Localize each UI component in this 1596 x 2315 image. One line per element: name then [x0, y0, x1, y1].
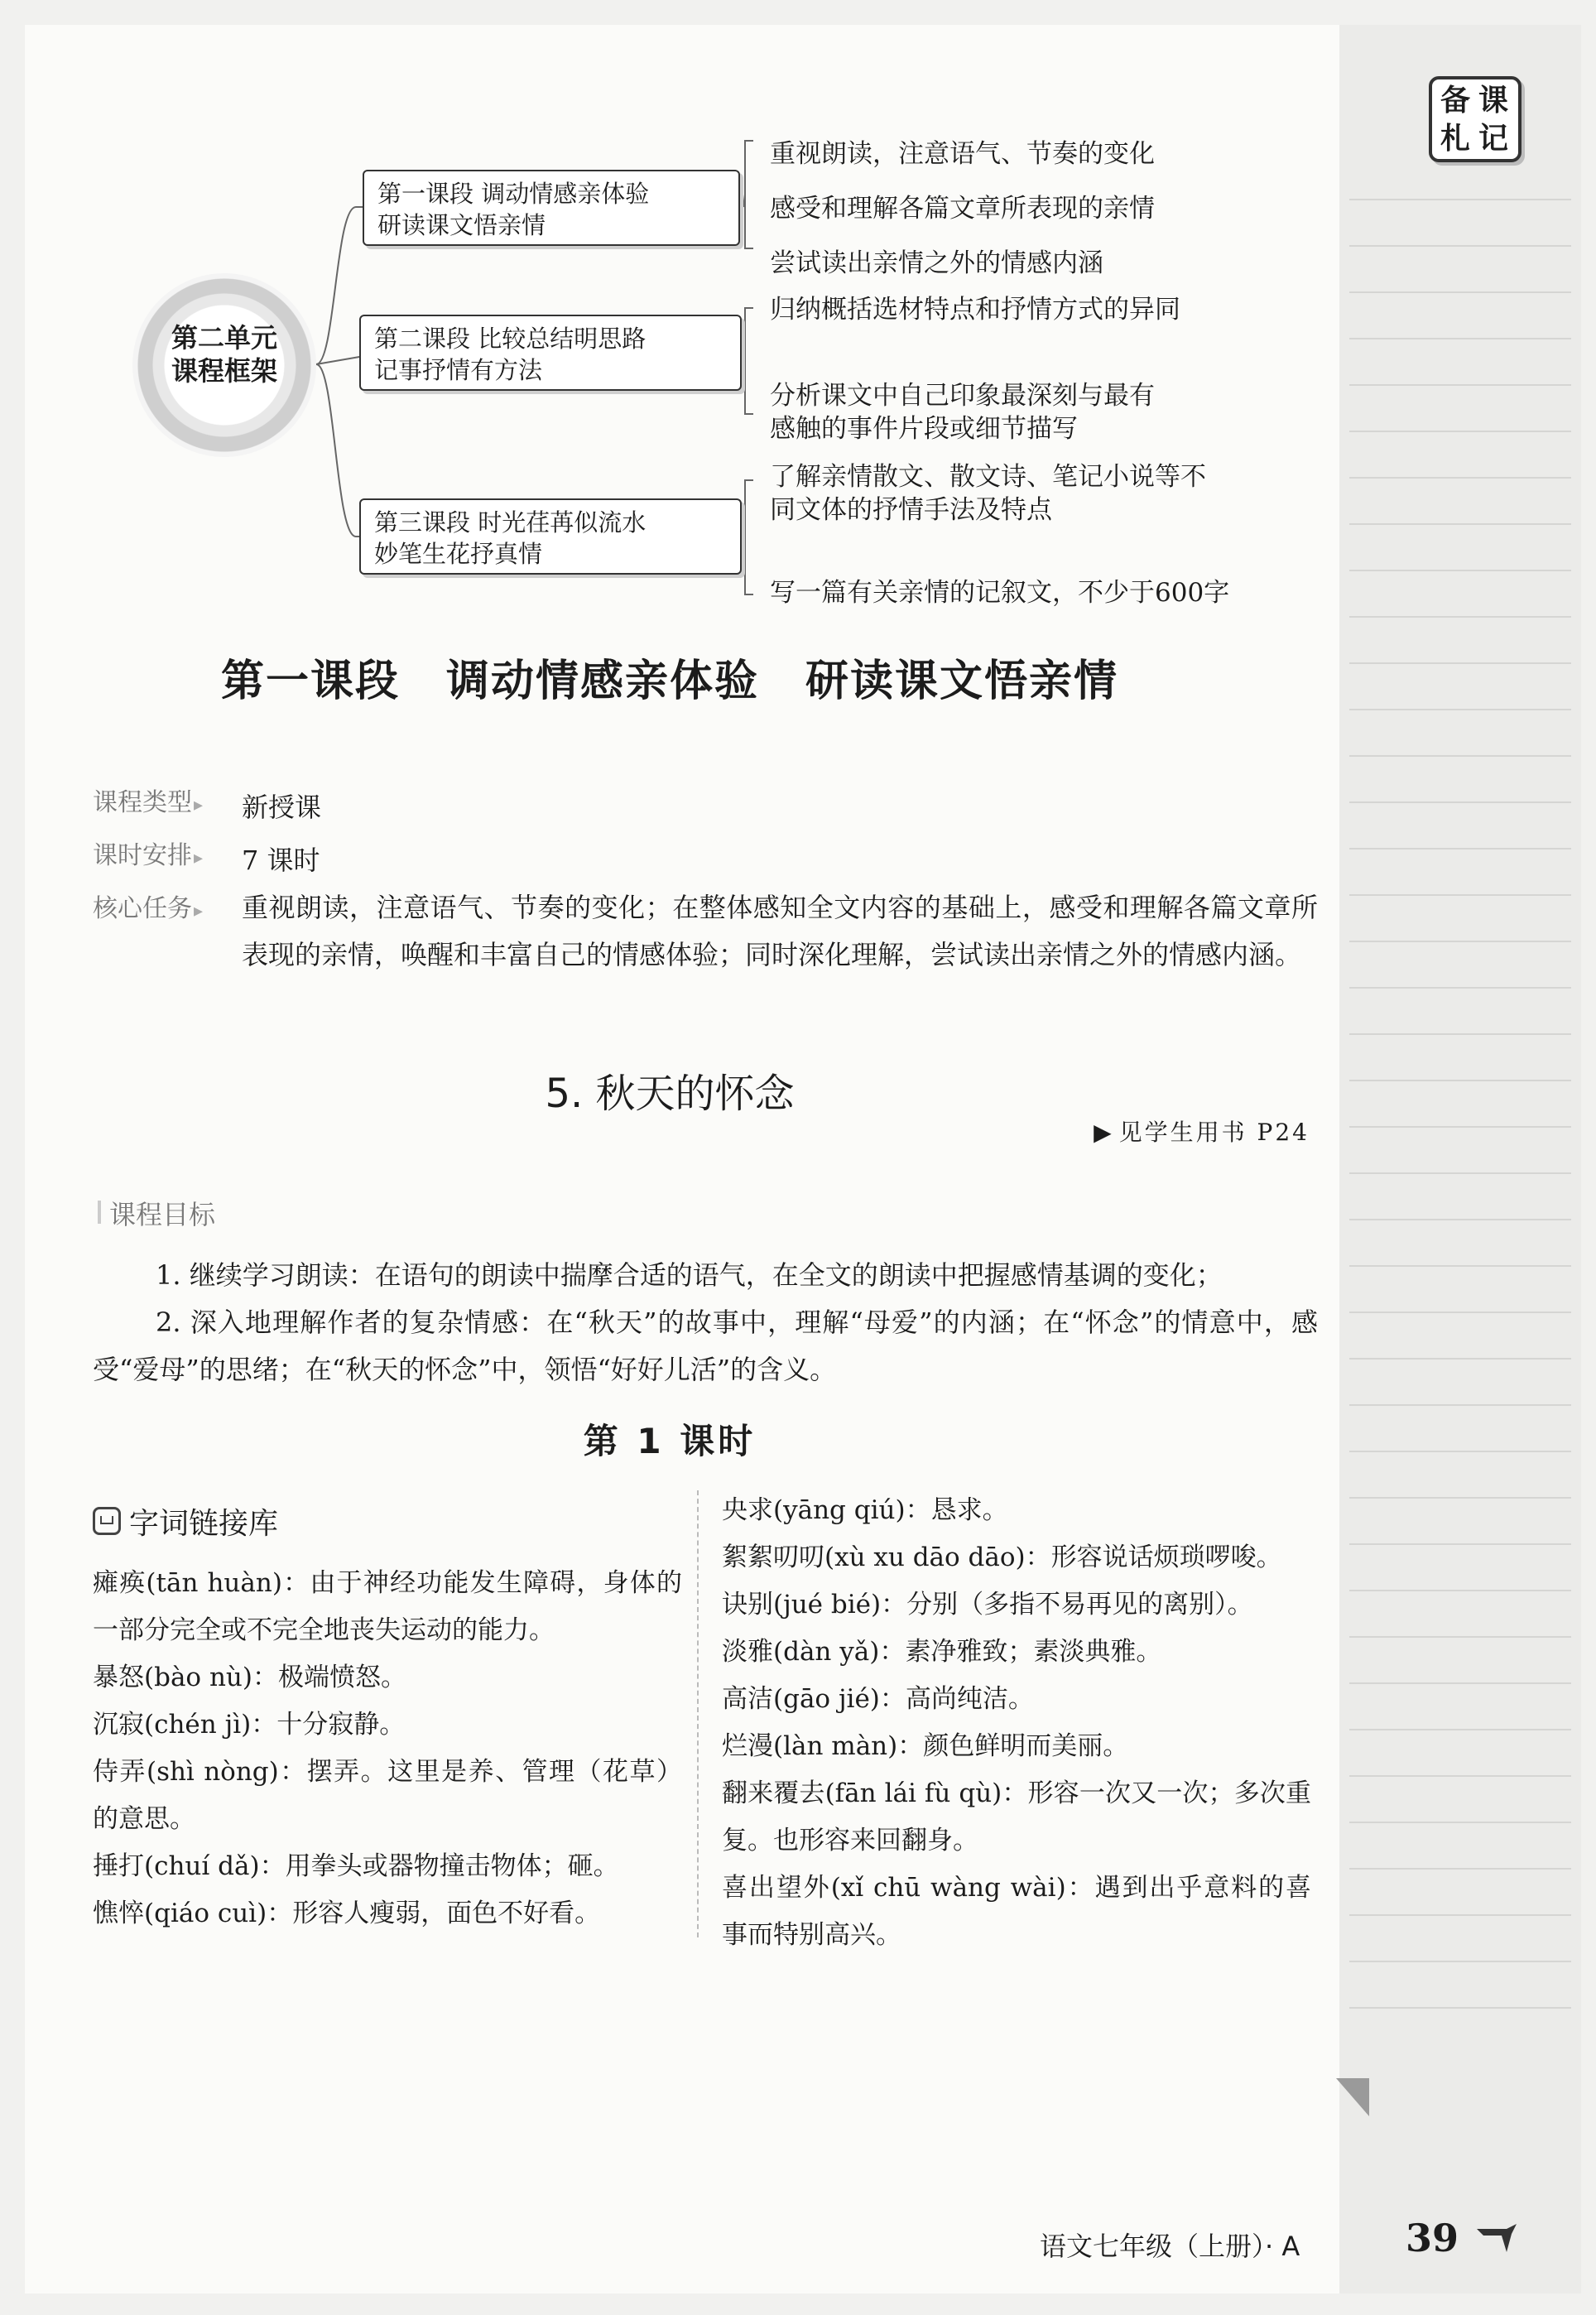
margin-rule-line [1349, 477, 1571, 479]
margin-rule-line [1349, 199, 1571, 200]
margin-rule-line [1349, 523, 1571, 525]
course-hours-value: 7 课时 [242, 845, 320, 876]
stage-goal: 尝试读出亲情之外的情感内涵 [770, 248, 1103, 278]
margin-rule-line [1349, 1358, 1571, 1360]
margin-rule-line [1349, 1126, 1571, 1128]
course-type-label: 课程类型 ▸ [93, 782, 203, 818]
margin-rule-line [1349, 1080, 1571, 1081]
core-task-label: 核心任务 ▸ [93, 888, 203, 924]
period-title: 第 1 课时 [583, 1421, 757, 1461]
vocab-book-icon [93, 1507, 121, 1535]
margin-rule-line [1349, 1451, 1571, 1452]
margin-rule-line [1349, 1961, 1571, 1962]
margin-rule-line [1349, 1682, 1571, 1684]
margin-rule-line [1349, 1033, 1571, 1035]
section-title-part: 调动情感亲体验 [445, 657, 759, 706]
margin-rule-line [1349, 1404, 1571, 1406]
course-hours-label: 课时安排 ▸ [93, 835, 203, 871]
badge-char: 札 [1440, 122, 1471, 156]
margin-rule-line [1349, 894, 1571, 896]
course-type-value: 新授课 [242, 792, 322, 823]
course-goals-heading: 课程目标 [109, 1194, 215, 1232]
unit-framework-label [132, 321, 316, 387]
badge-char: 课 [1478, 84, 1509, 118]
margin-rule-line [1349, 245, 1571, 247]
vocab-entry: 翻来覆去(fān lái fù qù)：形容一次又一次；多次重复。也形容来回翻身。 [722, 1778, 1311, 1855]
vocab-left-column [93, 1560, 682, 1937]
vocab-entry: 侍弄(shì nòng)：摆弄。这里是养、管理（花草）的意思。 [93, 1757, 682, 1834]
vocab-entry: 喜出望外(xǐ chū wàng wài)：遇到出乎意料的喜事而特别高兴。 [722, 1873, 1311, 1950]
column-divider [697, 1490, 699, 1937]
stage-goal: 了解亲情散文、散文诗、笔记小说等不 同文体的抒情手法及特点 [770, 462, 1206, 525]
stage-box-2: 第二课段 比较总结明思路 记事抒情有方法 [359, 315, 742, 391]
stage-box-1: 第一课段 调动情感亲体验 研读课文悟亲情 [363, 170, 740, 246]
margin-rule-line [1349, 1590, 1571, 1591]
page-corner-mark [1336, 2078, 1369, 2116]
stage-goal: 写一篇有关亲情的记叙文，不少于600字 [770, 578, 1230, 608]
vocab-heading-text: 字词链接库 [129, 1507, 279, 1541]
margin-rule-line [1349, 1219, 1571, 1220]
margin-rule-line [1349, 291, 1571, 293]
unit-framework-circle [132, 273, 316, 457]
margin-rule-line [1349, 662, 1571, 664]
margin-rule-line [1349, 1312, 1571, 1313]
vocab-entry: 淡雅(dàn yǎ)：素净雅致；素淡典雅。 [722, 1637, 1162, 1667]
notes-margin [1339, 25, 1581, 2293]
vocab-entry: 诀别(jué bié)：分别（多指不易再见的离别）。 [722, 1590, 1253, 1620]
vocab-entry: 瘫痪(tān huàn)：由于神经功能发生障碍，身体的一部分完全或不完全地丧失运动的能力。 [93, 1568, 682, 1645]
vocab-entry: 絮絮叨叨(xù xu dāo dāo)：形容说话烦琐啰唆。 [722, 1543, 1282, 1572]
lesson-title: 5. 秋天的怀念 [545, 1071, 795, 1117]
section-title-part: 第一课段 [220, 657, 400, 706]
core-task-text: 重视朗读，注意语气、节奏的变化；在整体感知全文内容的基础上，感受和理解各篇文章所表现的亲情，唤醒和丰富自己的情感体验；同时深化理解，尝试读出亲情之外的情感内涵。 [242, 892, 1318, 970]
vocab-entry: 捶打(chuí dǎ)：用拳头或器物撞击物体；砸。 [93, 1851, 619, 1881]
stage-goal: 感受和理解各篇文章所表现的亲情 [770, 194, 1155, 224]
unit-label-line: 课程框架 [171, 355, 277, 387]
stage-goal: 归纳概括选材特点和抒情方式的异同 [770, 295, 1180, 325]
vocab-entry: 烂漫(làn màn)：颜色鲜明而美丽。 [722, 1731, 1129, 1761]
margin-rule-line [1349, 570, 1571, 571]
badge-char: 记 [1478, 122, 1509, 156]
section-title [0, 646, 1339, 708]
notes-badge [1429, 76, 1521, 162]
vocab-entry: 憔悴(qiáo cuì)：形容人瘦弱，面色不好看。 [93, 1899, 601, 1928]
vocab-entry: 沉寂(chén jì)：十分寂静。 [93, 1710, 406, 1740]
margin-rule-line [1349, 338, 1571, 339]
stage-box-3: 第三课段 时光荏苒似流水 妙笔生花抒真情 [359, 498, 742, 575]
margin-rule-line [1349, 1914, 1571, 1916]
footer-arrow-icon [1473, 2222, 1523, 2255]
margin-rule-line [1349, 1868, 1571, 1870]
stage-goal: 分析课文中自己印象最深刻与最有 感触的事件片段或细节描写 [770, 381, 1155, 444]
margin-rule-line [1349, 2007, 1571, 2009]
stage-goal: 重视朗读，注意语气、节奏的变化 [770, 139, 1155, 169]
vocab-right-column [722, 1487, 1311, 1959]
vocab-entry: 央求(yāng qiú)：恳求。 [722, 1495, 1008, 1525]
margin-rule-line [1349, 1265, 1571, 1267]
vocab-entry: 高洁(gāo jié)：高尚纯洁。 [722, 1684, 1034, 1714]
margin-rule-line [1349, 616, 1571, 618]
course-goal-item: 1. 继续学习朗读：在语句的朗读中揣摩合适的语气，在全文的朗读中把握感情基调的变化； [156, 1259, 1223, 1291]
margin-rule-line [1349, 709, 1571, 710]
margin-rule-line [1349, 801, 1571, 803]
margin-rule-line [1349, 987, 1571, 989]
section-title-part: 研读课文悟亲情 [805, 657, 1119, 706]
margin-rule-line [1349, 1172, 1571, 1174]
margin-rule-line [1349, 755, 1571, 757]
margin-rule-line [1349, 1497, 1571, 1499]
unit-label-line: 第二单元 [171, 322, 277, 354]
book-title-footer: 语文七年级（上册）· A [1040, 2231, 1300, 2262]
margin-rule-line [1349, 1822, 1571, 1823]
margin-rule-line [1349, 941, 1571, 942]
margin-rule-line [1349, 384, 1571, 386]
student-book-reference: ▶ 见学生用书 P24 [1094, 1114, 1310, 1148]
course-goal-item: 2. 深入地理解作者的复杂情感：在“秋天”的故事中，理解“母爱”的内涵；在“怀念”的情意中，感受“爱母”的思绪；在“秋天的怀念”中，领悟“好好儿活”的含义。 [93, 1307, 1318, 1385]
margin-rule-line [1349, 1543, 1571, 1545]
margin-rule-line [1349, 1636, 1571, 1638]
page-number: 39 [1406, 2216, 1459, 2260]
margin-rule-line [1349, 431, 1571, 432]
vocab-heading [93, 1500, 278, 1543]
margin-rule-line [1349, 1775, 1571, 1777]
vocab-entry: 暴怒(bào nù)：极端愤怒。 [93, 1663, 406, 1692]
badge-char: 备 [1440, 84, 1471, 118]
margin-rule-line [1349, 1729, 1571, 1730]
margin-rule-line [1349, 848, 1571, 849]
